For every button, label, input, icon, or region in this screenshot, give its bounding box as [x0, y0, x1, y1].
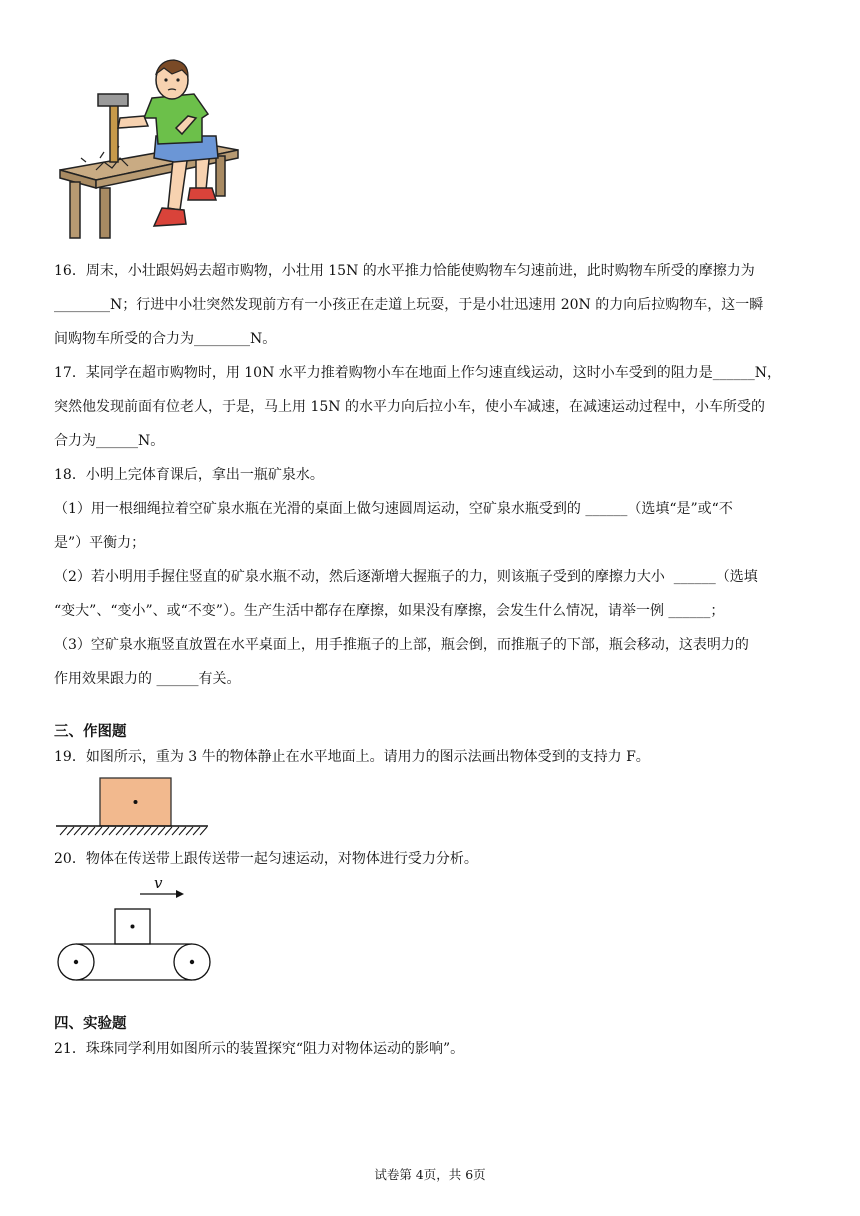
q19-text: 19．如图所示，重为 3 牛的物体静止在水平地面上。请用力的图示法画出物体受到的支持力 F。 — [54, 749, 650, 765]
q21-text: 21．珠珠同学利用如图所示的装置探究“阻力对物体运动的影响”。 — [54, 1041, 465, 1057]
left-pulley-axle — [74, 960, 78, 964]
q16-line-1: 16．周末，小壮跟妈妈去超市购物，小壮用 15N 的水平推力恰能使购物车匀速前进，此时购物车所受的摩擦力为 — [54, 263, 755, 279]
q17-line-3: 合力为______N。 — [54, 433, 165, 449]
ground-hatching — [60, 827, 207, 835]
q16-line-3: 间购物车所受的合力为________N。 — [54, 331, 277, 347]
question-20 — [54, 842, 806, 876]
section-heading-drawing: 三、作图题 — [54, 724, 127, 740]
question-16 — [54, 254, 806, 356]
block-on-ground-figure — [54, 774, 212, 838]
velocity-label: v — [154, 874, 163, 892]
q18-part3-line-1: （3）空矿泉水瓶竖直放置在水平桌面上，用手推瓶子的上部，瓶会倒，而推瓶子的下部，瓶会移动，这表明力的 — [54, 637, 749, 653]
object-center-dot — [131, 925, 135, 929]
q18-part2-line-1: （2）若小明用手握住竖直的矿泉水瓶不动，然后逐渐增大握瓶子的力，则该瓶子受到的摩擦力大小 ______（选填 — [54, 569, 758, 585]
q18-part2-line-2: “变大”、“变小”、或“不变”）。生产生活中都存在摩擦，如果没有摩擦，会发生什么情况，请举一例 ______； — [54, 603, 725, 619]
q18-part1-line-2: 是”）平衡力； — [54, 535, 146, 551]
q18-part1-line-1: （1）用一根细绳拉着空矿泉水瓶在光滑的桌面上做匀速圆周运动，空矿泉水瓶受到的 ______（选填“是”或“不 — [54, 501, 733, 517]
section-heading-experiment: 四、实验题 — [54, 1016, 127, 1032]
q17-line-1: 17．某同学在超市购物时，用 10N 水平力推着购物小车在地面上作匀速直线运动，这时小车受到的阻力是______N， — [54, 365, 782, 381]
q18-stem: 18．小明上完体育课后，拿出一瓶矿泉水。 — [54, 467, 324, 483]
question-19 — [54, 740, 806, 774]
boy-hammering-illustration — [56, 58, 242, 242]
q16-line-2: ________N；行进中小壮突然发现前方有一小孩正在走道上玩耍，于是小壮迅速用 20N 的力向后拉购物车，这一瞬 — [54, 297, 764, 313]
q17-line-2: 突然他发现前面有位老人，于是，马上用 15N 的水平力向后拉小车，使小车减速，在减速运动过程中，小车所受的 — [54, 399, 765, 415]
question-18 — [54, 458, 806, 696]
page-footer: 试卷第 4页，共 6页 — [374, 1167, 486, 1182]
center-dot — [134, 800, 138, 804]
question-21 — [54, 1032, 806, 1066]
right-pulley-axle — [190, 960, 194, 964]
question-17 — [54, 356, 806, 458]
q20-text: 20．物体在传送带上跟传送带一起匀速运动，对物体进行受力分析。 — [54, 851, 478, 867]
q18-part3-line-2: 作用效果跟力的 ______有关。 — [54, 671, 241, 687]
conveyor-belt-figure — [54, 872, 216, 984]
